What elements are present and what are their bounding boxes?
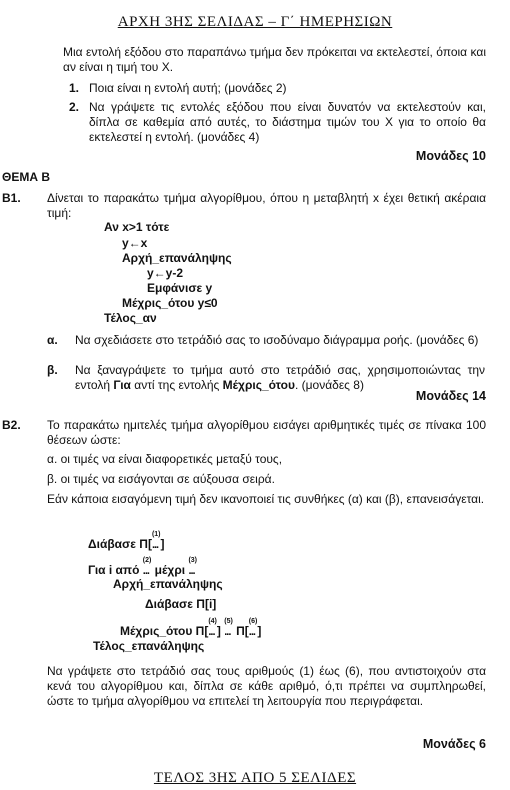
gap-number: (2) bbox=[142, 557, 152, 564]
gap-number: (4) bbox=[208, 618, 217, 625]
gap-4 bbox=[208, 617, 217, 637]
b1-code-line: Τέλος_αν bbox=[104, 311, 157, 325]
b2-code-text: μέχρι bbox=[151, 563, 189, 577]
b2-text3: Να γράψετε στο τετράδιό σας τους αριθμούς (1) έως (6), που αντιστοιχούν στα κενά του αλγορίθμου και, δίπλα σε κάθε αριθμό, ό,τι πρέπει να συμπληρωθεί, ώστε το τμήμα αλγορίθμου να επιτελεί τη λειτουργία που περιγράφεται. bbox=[47, 664, 486, 708]
b1-code-line: y←y-2 bbox=[147, 266, 184, 280]
b2-code-text: Μέχρις_ότου Π[ bbox=[120, 624, 209, 638]
b1-label: Β1. bbox=[2, 191, 21, 205]
b1-code-line: Μέχρις_ότου y≤0 bbox=[122, 296, 218, 310]
gap-dots: ... bbox=[142, 565, 149, 577]
gap-dots: ... bbox=[188, 565, 195, 577]
intro-item-2-text: Να γράψετε τις εντολές εξόδου που είναι δυνατόν να εκτελεστούν και, δίπλα σε καθεμία από αυτές, το διάστημα τιμών του Χ για το οποίο θα εκτελεστεί η εντολή. (μονάδες 4) bbox=[89, 100, 486, 144]
b2-code-line-1 bbox=[88, 530, 165, 551]
b2-text: Το παρακάτω ημιτελές τμήμα αλγορίθμου εισάγει αριθμητικές τιμές σε πίνακα 100 θέσεων ώστε: bbox=[47, 418, 486, 447]
b2-marks: Μονάδες 6 bbox=[422, 737, 486, 751]
page-footer: ΤΕΛΟΣ 3ΗΣ ΑΠΟ 5 ΣΕΛΙΔΕΣ bbox=[153, 770, 357, 786]
gap-3 bbox=[188, 556, 197, 576]
gap-1 bbox=[152, 530, 161, 550]
b1-marks: Μονάδες 14 bbox=[415, 389, 486, 403]
b1-code-line: Αν x>1 τότε bbox=[104, 220, 170, 234]
gap-2 bbox=[143, 556, 152, 576]
b2-code-line-4: Διάβασε Π[i] bbox=[145, 597, 217, 611]
b2-code-line-5 bbox=[120, 617, 261, 638]
b1-b-text-part: αντί της εντολής bbox=[130, 378, 223, 392]
gap-dots: ... bbox=[151, 539, 159, 551]
gap-number: (5) bbox=[224, 618, 233, 625]
b2-code-text: Διάβασε Π[ bbox=[88, 537, 152, 551]
b2-code-text: ] bbox=[160, 537, 165, 551]
b1-code-line: Αρχή_επανάληψης bbox=[122, 251, 232, 265]
intro-item-1-text: Ποια είναι η εντολή αυτή; (μονάδες 2) bbox=[89, 81, 287, 95]
intro-item-1-num: 1. bbox=[69, 81, 80, 95]
intro-text: Μια εντολή εξόδου στο παραπάνω τμήμα δεν πρόκειται να εκτελεστεί, όποια και αν είναι η τιμή του Χ. bbox=[63, 45, 486, 74]
b2-text2: Εάν κάποια εισαγόμενη τιμή δεν ικανοποιεί τις συνθήκες (α) και (β), επανεισάγεται. bbox=[47, 492, 485, 506]
b1-a-label: α. bbox=[47, 333, 58, 347]
b2-code-text: Π[ bbox=[232, 624, 249, 638]
b1-b-bold-for: Για bbox=[113, 378, 131, 392]
gap-dots: ... bbox=[224, 626, 231, 638]
b1-code-line: Εμφάνισε y bbox=[147, 281, 213, 295]
theme-b-title: ΘΕΜΑ Β bbox=[2, 170, 50, 184]
b1-b-text-part: . (μονάδες 8) bbox=[294, 378, 364, 392]
b2-label: Β2. bbox=[2, 418, 21, 432]
page-header: ΑΡΧΗ 3ΗΣ ΣΕΛΙΔΑΣ – Γ΄ ΗΜΕΡΗΣΙΩΝ bbox=[117, 14, 393, 30]
b1-code-line: y←x bbox=[122, 236, 148, 250]
b1-text: Δίνεται το παρακάτω τμήμα αλγορίθμου, όπου η μεταβλητή x έχει θετική ακέραια τιμή: bbox=[47, 191, 486, 220]
b2-code-line-2 bbox=[88, 556, 197, 577]
gap-6 bbox=[249, 617, 258, 637]
b2-code-line-3: Αρχή_επανάληψης bbox=[113, 577, 223, 591]
gap-number: (1) bbox=[151, 531, 161, 538]
intro-item-2-num: 2. bbox=[69, 100, 80, 114]
b2-code-text: Για i από bbox=[88, 563, 143, 577]
gap-dots: ... bbox=[208, 626, 215, 638]
b2-code-line-6: Τέλος_επανάληψης bbox=[93, 639, 205, 653]
intro-marks: Μονάδες 10 bbox=[415, 149, 486, 163]
gap-number: (3) bbox=[188, 557, 197, 564]
b1-b-bold-until: Μέχρις_ότου bbox=[222, 378, 295, 392]
b1-b-text-part: Να ξαναγράψετε το τμήμα αυτό στο τετράδιό σας, χρησιμοποιώντας την εντολή bbox=[75, 363, 485, 392]
b2-code-text: ] bbox=[257, 624, 262, 638]
b1-b-label: β. bbox=[47, 363, 58, 377]
gap-5 bbox=[224, 617, 233, 637]
gap-dots: ... bbox=[248, 626, 255, 638]
b2-condition-b: β. οι τιμές να εισάγονται σε αύξουσα σειρά. bbox=[47, 472, 275, 486]
b1-a-text: Να σχεδιάσετε στο τετράδιό σας το ισοδύναμο διάγραμμα ροής. (μονάδες 6) bbox=[75, 333, 479, 347]
gap-number: (6) bbox=[248, 618, 258, 625]
b2-condition-a: α. οι τιμές να είναι διαφορετικές μεταξύ τους, bbox=[47, 452, 283, 466]
b2-code-text: ] bbox=[216, 624, 225, 638]
